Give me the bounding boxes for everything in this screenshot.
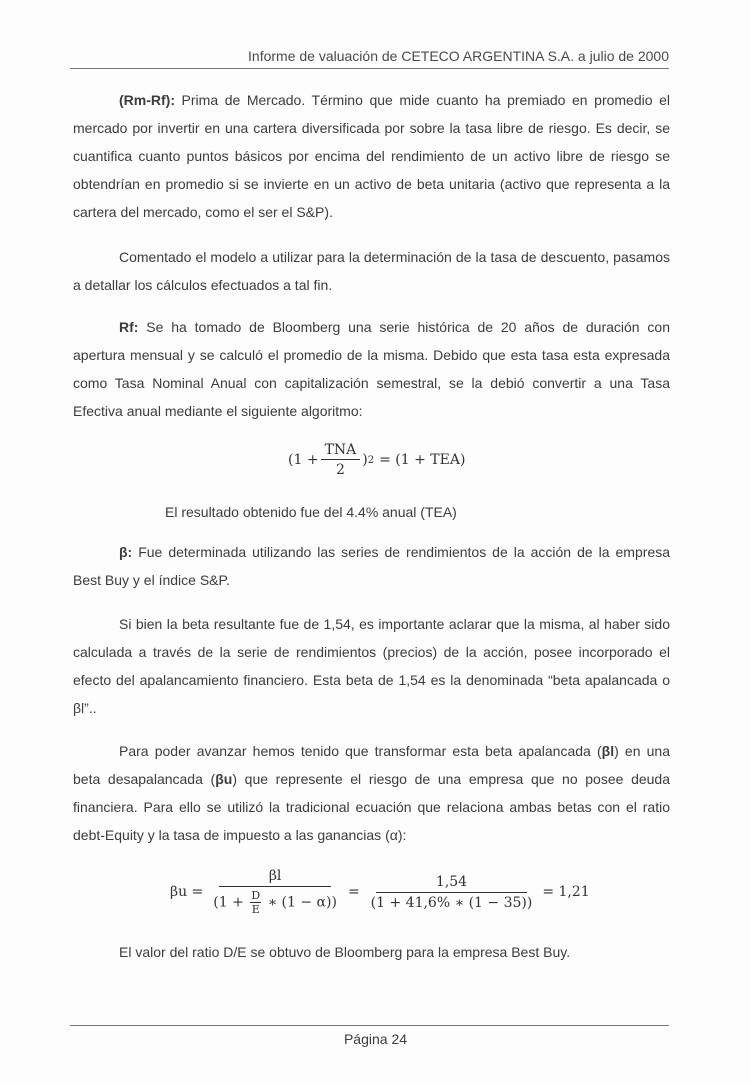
paragraph-unlevered-beta [73, 737, 670, 849]
eq2-f1-den-open: (1 + [213, 894, 244, 911]
term-rf: Rf: [119, 319, 139, 335]
eq2-fraction-values [367, 874, 537, 911]
paragraph-levered-beta: Si bien la beta resultante fue de 1,54, es importante aclarar que la misma, al haber sido calculada a través de la serie de rendimientos (precios) de la acción, posee incorporado el efecto del apalancamiento financiero. Esta beta de 1,54 es la denominada “beta apalancada o βl”.. [73, 616, 670, 716]
eq1-rhs: = (1 + TEA) [379, 452, 466, 468]
eq1-fraction [321, 442, 361, 478]
unlever-text-c: ) que represente el riesgo de una empresa que no posee deuda financiera. Para ello se utilizó la tradicional ecuación que relaciona ambas betas con el ratio debt-Equity y la tasa de impuesto a las ganancias (α): [73, 771, 670, 843]
result-tea: El resultado obtenido fue del 4.4% anual (TEA) [165, 504, 457, 520]
eq1-open: (1 + [288, 452, 319, 468]
risk-free-text: Se ha tomado de Bloomberg una serie histórica de 20 años de duración con apertura mensual y se calculó el promedio de la misma. Debido que esta tasa esta expresada como Tasa Nominal Anual con capitalización semestral, se la debió convertir a una Tasa Efectiva anual mediante el siguiente algoritmo: [73, 319, 670, 419]
eq2-f1-den-close: ∗ (1 − α)) [267, 894, 337, 911]
footer-divider [70, 1025, 669, 1026]
term-rm-rf: (Rm-Rf): [119, 92, 175, 108]
header-divider [70, 68, 669, 69]
eq2-de-fraction [250, 889, 261, 916]
paragraph-risk-free [73, 313, 670, 425]
eq2-f1-denominator [209, 887, 341, 916]
unlever-text-b: ) en una beta desapalancada ( [73, 743, 671, 787]
eq2-f2-denominator: (1 + 41,6% ∗ (1 − 35)) [370, 894, 533, 911]
term-beta-levered: βl [601, 743, 615, 759]
eq2-f1-numerator: βl [219, 868, 332, 887]
eq2-equals: = [347, 884, 360, 900]
beta-text: Fue determinada utilizando las series de rendimientos de la acción de la empresa Best Buy y el índice S&P. [73, 544, 670, 588]
equation-unlevered-beta [170, 868, 590, 916]
eq2-lhs: βu = [170, 884, 204, 900]
equation-tna-tea [288, 442, 465, 478]
eq2-f2-numerator: 1,54 [376, 874, 527, 893]
paragraph-beta [73, 538, 670, 594]
eq2-e: E [251, 903, 260, 916]
term-beta-unlevered: βu [215, 771, 233, 787]
term-beta: β: [119, 544, 133, 560]
market-premium-text: Prima de Mercado. Término que mide cuanto ha premiado en promedio el mercado por invertir en una cartera diversificada por sobre la tasa libre de riesgo. Es decir, se cuantifica cuanto puntos básicos por encima del rendimiento de un activo libre de riesgo se obtendrían en promedio si se invierte en un activo de beta unitaria (activo que representa a la cartera del mercado, como el ser el S&P). [73, 92, 670, 220]
unlever-text-a: Para poder avanzar hemos tenido que transformar esta beta apalancada ( [119, 743, 602, 759]
paragraph-market-premium [73, 86, 670, 226]
paragraph-model-intro: Comentado el modelo a utilizar para la determinación de la tasa de descuento, pasamos a detallar los cálculos efectuados a tal fin. [73, 249, 670, 293]
eq2-fraction-general [209, 868, 341, 916]
eq2-result: = 1,21 [542, 884, 590, 900]
eq1-close: ) [362, 452, 368, 468]
eq1-denominator: 2 [335, 462, 345, 478]
paragraph-de-ratio: El valor del ratio D/E se obtuvo de Bloomberg para la empresa Best Buy. [119, 944, 571, 960]
eq1-numerator: TNA [321, 442, 361, 460]
eq2-d: D [251, 889, 261, 902]
page-header-title: Informe de valuación de CETECO ARGENTINA S.A. a julio de 2000 [248, 48, 669, 64]
page-number: Página 24 [343, 1031, 408, 1047]
eq1-exponent: 2 [367, 454, 375, 466]
